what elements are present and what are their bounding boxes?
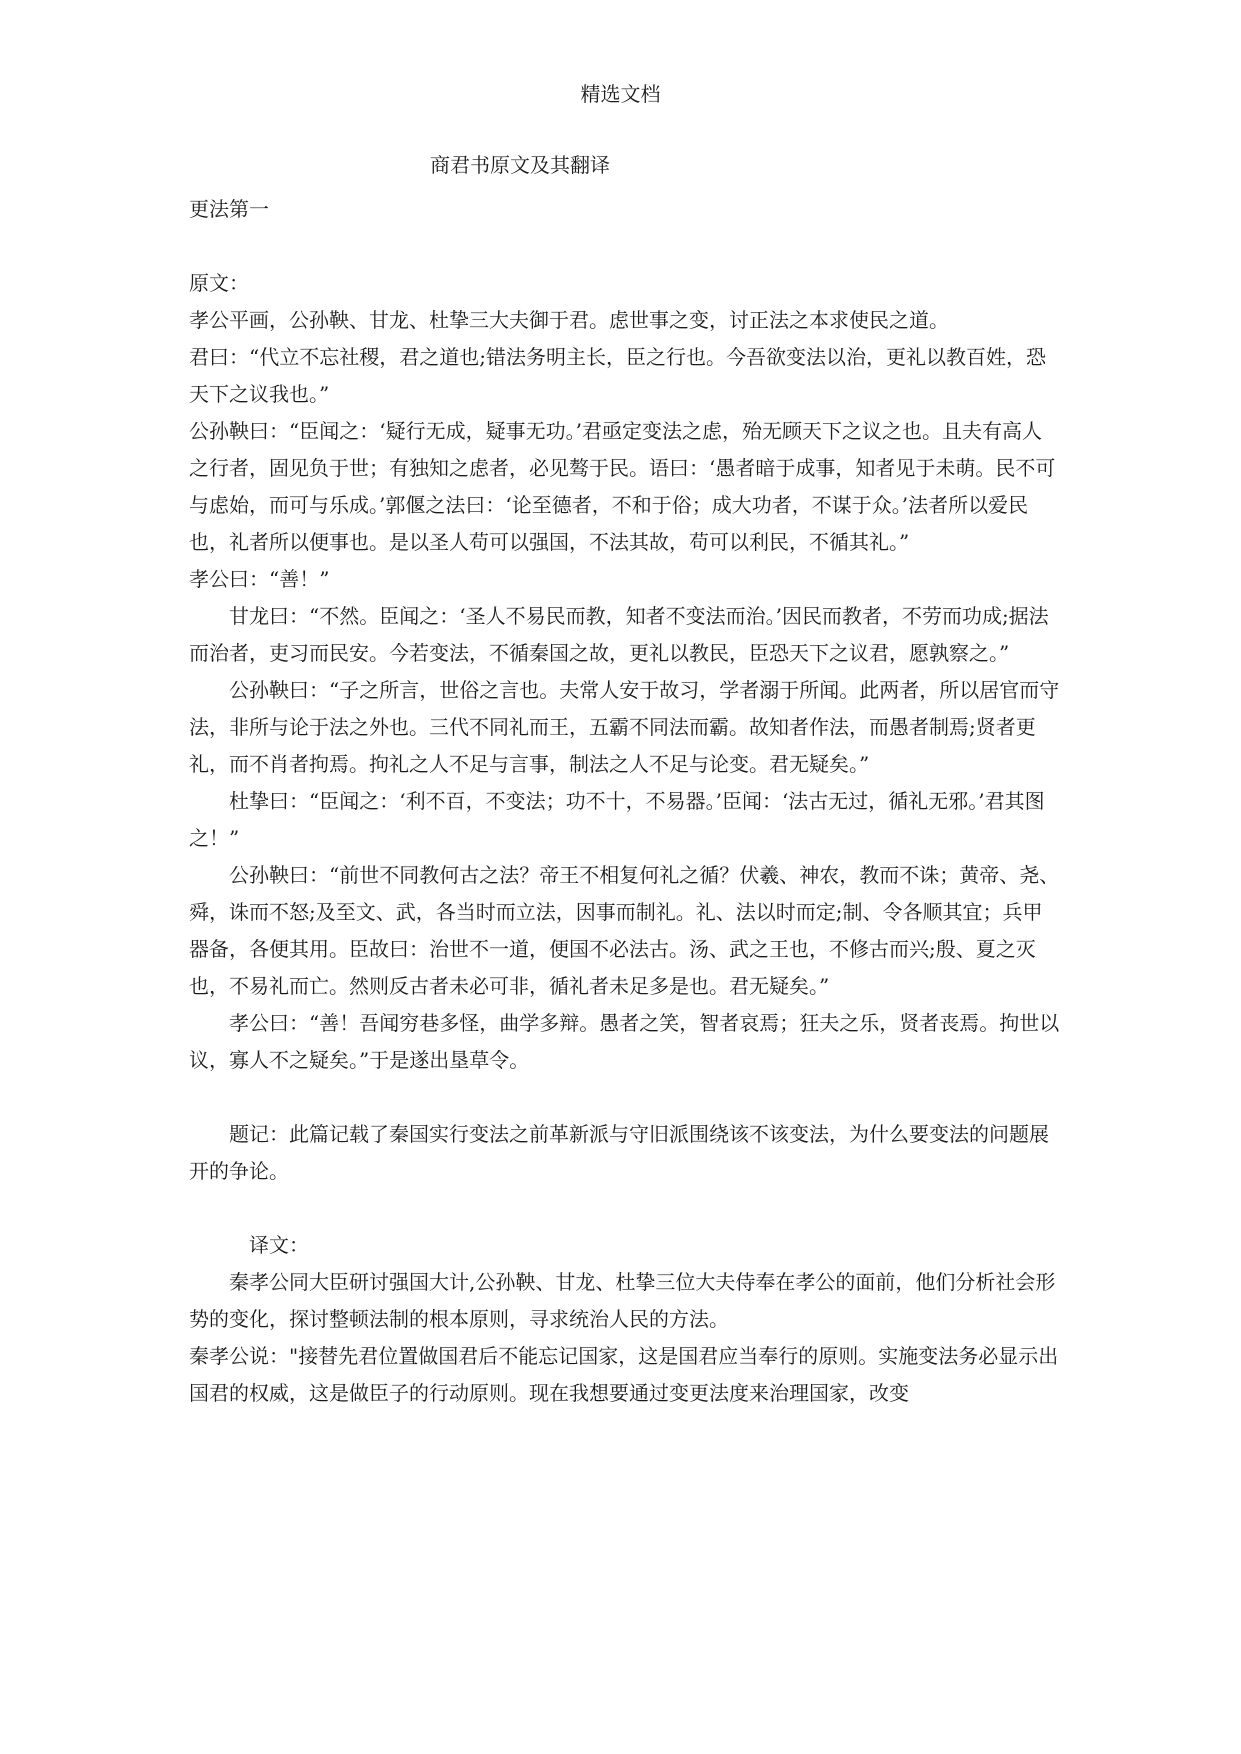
- paragraph: 公孙鞅曰：“子之所言，世俗之言也。夫常人安于故习，学者溺于所闻。此两者，所以居官而守法，非所与论于法之外也。三代不同礼而王，五霸不同法而霸。故知者作法，而愚者制焉;贤者更礼，而不肖者拘焉。拘礼之人不足与言事，制法之人不足与论变。君无疑矣。”: [189, 678, 1060, 776]
- document-title: 商君书原文及其翻译: [430, 153, 610, 177]
- paragraph: 甘龙曰：“不然。臣闻之：‘圣人不易民而教，知者不变法而治。’因民而教者，不劳而功成;据法而治者，吏习而民安。今若变法，不循秦国之故，更礼以教民，臣恐天下之议君，愿孰察之。”: [189, 604, 1049, 665]
- paragraph: 公孙鞅曰：“前世不同教何古之法？帝王不相复何礼之循？伏羲、神农，教而不诛；黄帝、尧、舜，诛而不怒;及至文、武，各当时而立法，因事而制礼。礼、法以时而定;制、令各顺其宜；兵甲器备，各便其用。臣故曰：治世不一道，便国不必法古。汤、武之王也，不修古而兴;殷、夏之灭也，不易礼而亡。然则反古者未必可非，循礼者未足多是也。君无疑矣。”: [189, 863, 1060, 998]
- tiji-paragraph: 题记：此篇记载了秦国实行变法之前革新派与守旧派围绕该不该变法，为什么要变法的问题展开的争论。: [189, 1122, 1049, 1183]
- translation-paragraph: 秦孝公同大臣研讨强国大计,公孙鞅、甘龙、杜挚三位大夫侍奉在孝公的面前，他们分析社会形势的变化，探讨整顿法制的根本原则，寻求统治人民的方法。: [189, 1270, 1056, 1331]
- chapter-heading: 更法第一: [189, 197, 269, 221]
- document-body: [189, 191, 1061, 1412]
- paragraph: 公孙鞅曰：“臣闻之：‘疑行无成，疑事无功。’君亟定变法之虑，殆无顾天下之议之也。且夫有高人之行者，固见负于世；有独知之虑者，必见骜于民。语曰：‘愚者暗于成事，知者见于未萌。民不可与虑始，而可与乐成。’郭偃之法曰：‘论至德者，不和于俗；成大功者，不谋于众。’法者所以爱民也，礼者所以便事也。是以圣人苟可以强国，不法其故，苟可以利民，不循其礼。”: [189, 419, 1056, 554]
- paragraph: 孝公曰：“善！”: [189, 567, 330, 591]
- paragraph: 杜挚曰：“臣闻之：‘利不百，不变法；功不十，不易器。’臣闻：‘法古无过，循礼无邪。’君其图之！”: [189, 789, 1045, 850]
- spacer: [189, 1190, 1061, 1227]
- original-label: 原文：: [189, 271, 249, 295]
- page-header: 精选文档: [580, 82, 661, 106]
- paragraph: 孝公曰：“善！吾闻穷巷多怪，曲学多辩。愚者之笑，智者哀焉；狂夫之乐，贤者丧焉。拘世以议，寡人不之疑矣。”于是遂出垦草令。: [189, 1011, 1060, 1072]
- paragraph: 君曰：“代立不忘社稷，君之道也;错法务明主长，臣之行也。今吾欲变法以治，更礼以教百姓，恐天下之议我也。”: [189, 345, 1046, 406]
- translation-label: 译文：: [249, 1233, 309, 1257]
- paragraph: 孝公平画，公孙鞅、甘龙、杜挚三大夫御于君。虑世事之变，讨正法之本求使民之道。: [189, 308, 949, 332]
- spacer: [189, 1079, 1061, 1116]
- spacer: [189, 228, 1061, 265]
- translation-paragraph: 秦孝公说："接替先君位置做国君后不能忘记国家，这是国君应当奉行的原则。实施变法务必显示出国君的权威，这是做臣子的行动原则。现在我想要通过变更法度来治理国家，改变: [189, 1344, 1059, 1405]
